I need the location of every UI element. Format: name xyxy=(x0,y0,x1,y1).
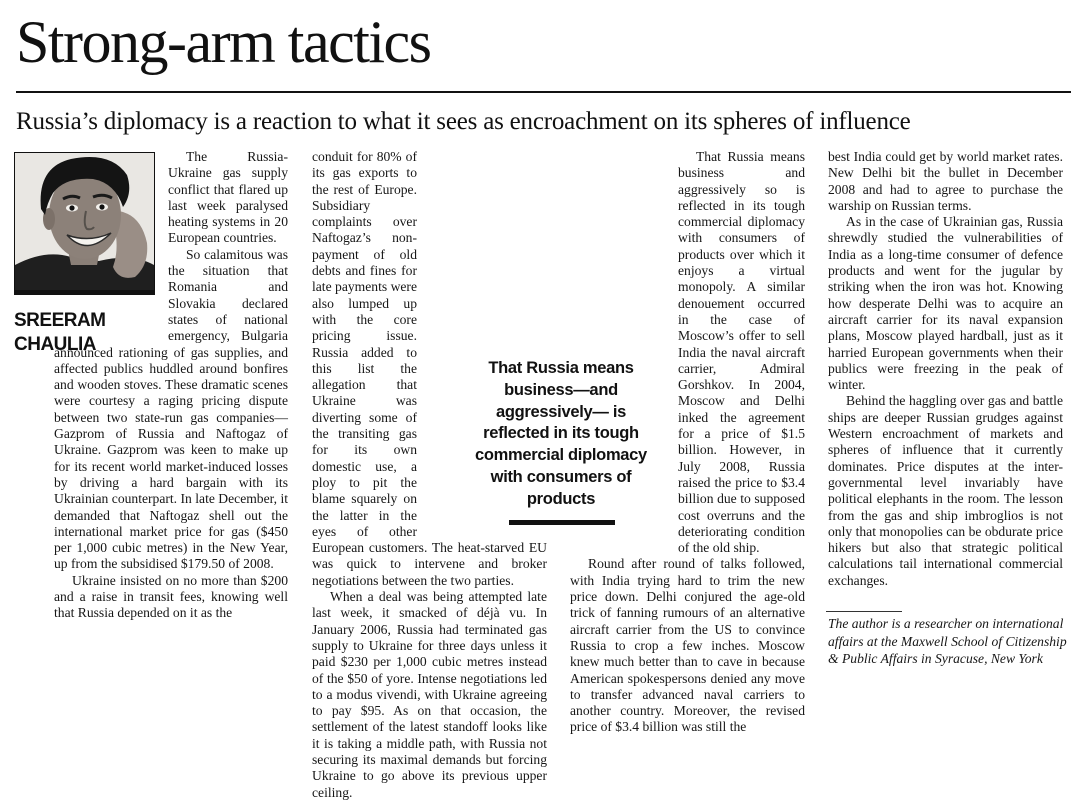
byline-last-name: CHAULIA xyxy=(14,334,96,355)
col1-paragraph-3: Ukraine insisted on no more than $200 and a raise in transit fees, knowing well that Russia depended on it as the xyxy=(54,572,288,621)
pull-quote: That Russia means business—and aggressively— is reflected in its tough commercial diplomacy with consumers of products xyxy=(475,359,647,508)
headline: Strong-arm tactics xyxy=(16,9,431,75)
strapline: Russia’s diplomacy is a reaction to what it sees as encroachment on its spheres of influence xyxy=(16,108,911,135)
col3-paragraph-1: That Russia means business and aggressively so is reflected in its tough commercial diplomacy with consumers of products over which it enjoys a virtual monopoly. A similar denouement occurred in the case of Moscow’s offer to sell India the naval aircraft carrier, Admiral Gorshkov. In 2004, Moscow and Delhi inked the agreement for a price of $1.5 billion. However, in July 2008, Russia raised the price to $3.4 billion due to supposed cost overruns and the deteriorating condition of the old ship. xyxy=(678,149,805,556)
author-note: The author is a researcher on international affairs at the Maxwell School of Citizenship & Public Affairs in Syracuse, New York xyxy=(828,616,1067,666)
photo-wrap-spacer xyxy=(54,149,168,344)
author-note-rule xyxy=(826,611,902,612)
headline-rule xyxy=(16,91,1071,93)
col4-paragraph-3: Behind the haggling over gas and battle ships are deeper Russian grudges against Western encroachment of markets and spheres of influence that it currently dominates. Price disputes at the inter-governmental level invariably have political elephants in the room. The lesson from the gas and ship imbroglios is not only that monopolies can be obdurate price hikers but also that strategic political calculations tail international commercial exchanges. xyxy=(828,393,1063,588)
article-column-1 xyxy=(54,149,288,622)
col4-paragraph-2: As in the case of Ukrainian gas, Russia shrewdly studied the vulnerabilities of India as a long-time consumer of defence products and went for the jugular by striking when the iron was hot. Knowing how desperate Delhi was to acquire an aircraft carrier for its naval expansion plans, Moscow played hardball, just as it harried European governments when their publics were freezing in the peak of winter. xyxy=(828,214,1063,393)
col2-paragraph-1: conduit for 80% of its gas exports to the rest of Europe. Subsidiary complaints over Naftogaz’s non-payment of old debts and fines for late payments were also lumped up with the core pricing issue. Russia added to this list the allegation that Ukraine was diverting some of the transiting gas for its own domestic use, a ploy to pit the blame squarely on the latter in the eyes of other European customers. The heat-starved EU was quick to intervene and broker negotiations between the two parties. xyxy=(312,149,547,588)
col1-paragraph-2: So calamitous was the situation that Romania and Slovakia declared states of national emergency, Bulgaria announced rationing of gas supplies, and affected publics huddled around bonfires and wooden stoves. These dramatic scenes were courtesy a raging pricing dispute between two state-run gas companies—Gazprom of Russia and Naftogaz of Ukraine. Gazprom was keen to make up for its recent world market-induced losses by driving a hard bargain with its Ukrainian counterpart. In late December, it demanded that Naftogaz shell out the international market price for gas ($450 per 1,000 cubic metres) in the New Year, up from the subsidised $179.50 of 2008. xyxy=(54,246,288,572)
col2-paragraph-2: When a deal was being attempted late last week, it smacked of déjà vu. In January 2006, Russia had terminated gas supply to Ukraine for three days unless it paid $230 per 1,000 cubic metres instead of the $50 of yore. Intense negotiations led to a modus vivendi, with Ukraine agreeing to pay $95. As on that occasion, the settlement of the latest standoff looks like it is taking a middle path, with Russia not securing its maximal demands but forcing Ukraine to go above its previous upper ceiling. xyxy=(312,589,547,800)
byline-first-name: SREERAM xyxy=(14,310,106,331)
col3-paragraph-2: Round after round of talks followed, with India trying hard to trim the new price down. Delhi conjured the age-old trick of fanning rumours of an alternative aircraft carrier from the US to convince Russia to crop a few inches. Moscow knew much better than to cave in because American spokespersons denied any move to transfer advanced naval carriers to another country. Moreover, the revised price of $3.4 billion was still the xyxy=(570,556,805,735)
col1-paragraph-1: The Russia-Ukraine gas supply conflict that flared up last week paralysed heating systems in 20 European countries. xyxy=(168,149,288,246)
col4-paragraph-1: best India could get by world market rates. New Delhi bit the bullet in December 2008 and had to agree to purchase the warship on Russian terms. xyxy=(828,149,1063,213)
pull-quote-rule xyxy=(509,520,615,525)
article-column-4 xyxy=(828,149,1063,589)
